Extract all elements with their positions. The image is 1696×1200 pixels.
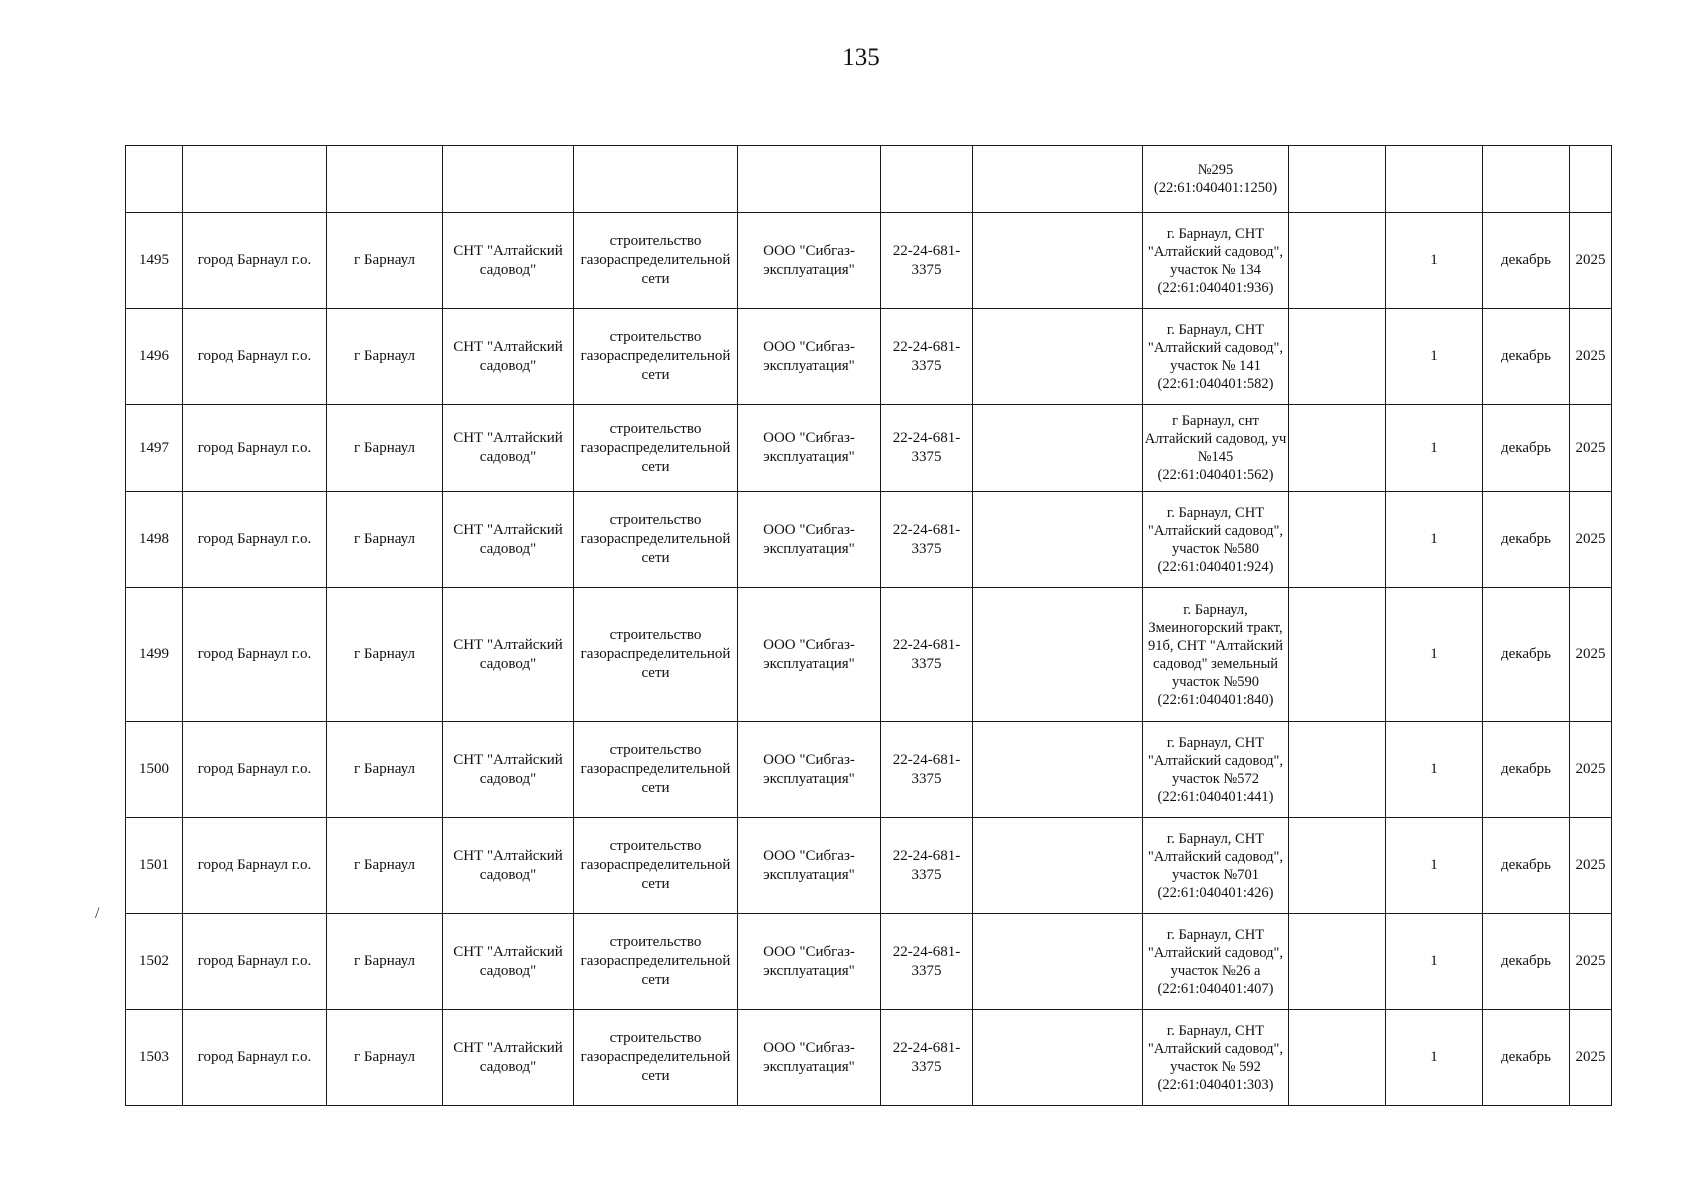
cell-org: ООО "Сибгаз-эксплуатация": [738, 309, 881, 405]
cell-qty: 1: [1386, 722, 1483, 818]
cell-address: г. Барнаул, СНТ "Алтайский садовод", участок №580 (22:61:040401:924): [1143, 492, 1289, 588]
registry-table: [125, 145, 1612, 1106]
cell-address: г Барнаул, снт Алтайский садовод, уч №145 (22:61:040401:562): [1143, 405, 1289, 492]
cell-qty: 1: [1386, 405, 1483, 492]
cell-year: 2025: [1570, 588, 1612, 722]
cell-address: г. Барнаул, Змеиногорский тракт, 91б, СНТ "Алтайский садовод" земельный участок №590 (22:61:040401:840): [1143, 588, 1289, 722]
cell-object: СНТ "Алтайский садовод": [443, 492, 574, 588]
cell-num: 1501: [126, 818, 183, 914]
cell-code: 22-24-681-3375: [881, 309, 973, 405]
cell-month: декабрь: [1483, 1010, 1570, 1106]
cell-empty: [1289, 492, 1386, 588]
cell-address: №295 (22:61:040401:1250): [1143, 146, 1289, 213]
cell-object: СНТ "Алтайский садовод": [443, 309, 574, 405]
cell-org: ООО "Сибгаз-эксплуатация": [738, 588, 881, 722]
cell-city: [327, 146, 443, 213]
cell-object: СНТ "Алтайский садовод": [443, 405, 574, 492]
cell-object: СНТ "Алтайский садовод": [443, 588, 574, 722]
cell-num: 1495: [126, 213, 183, 309]
cell-qty: 1: [1386, 914, 1483, 1010]
cell-year: 2025: [1570, 492, 1612, 588]
cell-code: 22-24-681-3375: [881, 492, 973, 588]
cell-city: г Барнаул: [327, 722, 443, 818]
cell-work: строительство газораспределительной сети: [574, 588, 738, 722]
cell-work: строительство газораспределительной сети: [574, 309, 738, 405]
page-number: 135: [842, 44, 880, 71]
cell-org: ООО "Сибгаз-эксплуатация": [738, 1010, 881, 1106]
table-row: [126, 213, 1612, 309]
stray-pen-mark: /: [95, 905, 100, 922]
cell-work: строительство газораспределительной сети: [574, 492, 738, 588]
cell-object: СНТ "Алтайский садовод": [443, 1010, 574, 1106]
cell-empty: [1289, 213, 1386, 309]
table-row: [126, 914, 1612, 1010]
cell-district: город Барнаул г.о.: [183, 405, 327, 492]
continuation-row: [126, 146, 1612, 213]
cell-address: г. Барнаул, СНТ "Алтайский садовод", участок № 592 (22:61:040401:303): [1143, 1010, 1289, 1106]
cell-year: 2025: [1570, 213, 1612, 309]
cell-empty: [973, 492, 1143, 588]
cell-empty: [973, 914, 1143, 1010]
cell-object: СНТ "Алтайский садовод": [443, 914, 574, 1010]
cell-org: ООО "Сибгаз-эксплуатация": [738, 492, 881, 588]
table-row: [126, 1010, 1612, 1106]
cell-year: 2025: [1570, 405, 1612, 492]
cell-num: 1499: [126, 588, 183, 722]
table-row: [126, 405, 1612, 492]
cell-object: СНТ "Алтайский садовод": [443, 818, 574, 914]
cell-object: СНТ "Алтайский садовод": [443, 722, 574, 818]
cell-city: г Барнаул: [327, 818, 443, 914]
cell-num: 1503: [126, 1010, 183, 1106]
cell-address: г. Барнаул, СНТ "Алтайский садовод", участок №26 а (22:61:040401:407): [1143, 914, 1289, 1010]
cell-org: ООО "Сибгаз-эксплуатация": [738, 722, 881, 818]
cell-qty: [1386, 146, 1483, 213]
cell-work: строительство газораспределительной сети: [574, 818, 738, 914]
cell-city: г Барнаул: [327, 492, 443, 588]
cell-org: ООО "Сибгаз-эксплуатация": [738, 914, 881, 1010]
cell-district: город Барнаул г.о.: [183, 588, 327, 722]
cell-work: строительство газораспределительной сети: [574, 213, 738, 309]
cell-address: г. Барнаул, СНТ "Алтайский садовод", участок № 134 (22:61:040401:936): [1143, 213, 1289, 309]
cell-code: 22-24-681-3375: [881, 722, 973, 818]
cell-work: [574, 146, 738, 213]
cell-qty: 1: [1386, 588, 1483, 722]
cell-empty: [973, 309, 1143, 405]
cell-work: строительство газораспределительной сети: [574, 914, 738, 1010]
cell-year: 2025: [1570, 914, 1612, 1010]
cell-empty: [1289, 309, 1386, 405]
cell-empty: [973, 146, 1143, 213]
cell-month: декабрь: [1483, 213, 1570, 309]
cell-qty: 1: [1386, 492, 1483, 588]
table-row: [126, 722, 1612, 818]
cell-qty: 1: [1386, 309, 1483, 405]
cell-district: город Барнаул г.о.: [183, 213, 327, 309]
cell-work: строительство газораспределительной сети: [574, 405, 738, 492]
cell-num: 1500: [126, 722, 183, 818]
cell-month: декабрь: [1483, 492, 1570, 588]
cell-num: 1496: [126, 309, 183, 405]
cell-org: [738, 146, 881, 213]
cell-org: ООО "Сибгаз-эксплуатация": [738, 405, 881, 492]
cell-empty: [1289, 146, 1386, 213]
cell-code: 22-24-681-3375: [881, 213, 973, 309]
cell-work: строительство газораспределительной сети: [574, 1010, 738, 1106]
cell-empty: [1289, 405, 1386, 492]
cell-city: г Барнаул: [327, 405, 443, 492]
table-row: [126, 492, 1612, 588]
cell-district: город Барнаул г.о.: [183, 1010, 327, 1106]
table-body: [126, 146, 1612, 1106]
cell-qty: 1: [1386, 818, 1483, 914]
cell-district: город Барнаул г.о.: [183, 914, 327, 1010]
cell-num: 1502: [126, 914, 183, 1010]
cell-month: [1483, 146, 1570, 213]
cell-code: [881, 146, 973, 213]
cell-district: город Барнаул г.о.: [183, 492, 327, 588]
cell-month: декабрь: [1483, 405, 1570, 492]
cell-month: декабрь: [1483, 309, 1570, 405]
cell-empty: [1289, 914, 1386, 1010]
cell-object: СНТ "Алтайский садовод": [443, 213, 574, 309]
table-row: [126, 309, 1612, 405]
cell-address: г. Барнаул, СНТ "Алтайский садовод", участок №572 (22:61:040401:441): [1143, 722, 1289, 818]
cell-empty: [973, 818, 1143, 914]
cell-qty: 1: [1386, 1010, 1483, 1106]
cell-empty: [1289, 722, 1386, 818]
cell-year: 2025: [1570, 309, 1612, 405]
cell-address: г. Барнаул, СНТ "Алтайский садовод", участок №701 (22:61:040401:426): [1143, 818, 1289, 914]
cell-num: [126, 146, 183, 213]
cell-code: 22-24-681-3375: [881, 914, 973, 1010]
cell-code: 22-24-681-3375: [881, 588, 973, 722]
cell-city: г Барнаул: [327, 213, 443, 309]
cell-empty: [973, 213, 1143, 309]
cell-qty: 1: [1386, 213, 1483, 309]
cell-city: г Барнаул: [327, 914, 443, 1010]
cell-object: [443, 146, 574, 213]
cell-work: строительство газораспределительной сети: [574, 722, 738, 818]
cell-empty: [1289, 588, 1386, 722]
cell-city: г Барнаул: [327, 309, 443, 405]
cell-empty: [1289, 818, 1386, 914]
cell-month: декабрь: [1483, 588, 1570, 722]
cell-address: г. Барнаул, СНТ "Алтайский садовод", участок № 141 (22:61:040401:582): [1143, 309, 1289, 405]
cell-district: город Барнаул г.о.: [183, 309, 327, 405]
cell-district: [183, 146, 327, 213]
cell-code: 22-24-681-3375: [881, 818, 973, 914]
cell-city: г Барнаул: [327, 588, 443, 722]
cell-district: город Барнаул г.о.: [183, 818, 327, 914]
cell-district: город Барнаул г.о.: [183, 722, 327, 818]
cell-empty: [973, 722, 1143, 818]
cell-month: декабрь: [1483, 818, 1570, 914]
cell-empty: [973, 405, 1143, 492]
cell-year: 2025: [1570, 1010, 1612, 1106]
cell-city: г Барнаул: [327, 1010, 443, 1106]
cell-empty: [973, 1010, 1143, 1106]
cell-year: 2025: [1570, 722, 1612, 818]
cell-code: 22-24-681-3375: [881, 1010, 973, 1106]
cell-empty: [973, 588, 1143, 722]
cell-year: [1570, 146, 1612, 213]
cell-month: декабрь: [1483, 914, 1570, 1010]
cell-month: декабрь: [1483, 722, 1570, 818]
cell-org: ООО "Сибгаз-эксплуатация": [738, 213, 881, 309]
cell-code: 22-24-681-3375: [881, 405, 973, 492]
cell-num: 1498: [126, 492, 183, 588]
table-row: [126, 588, 1612, 722]
cell-empty: [1289, 1010, 1386, 1106]
cell-num: 1497: [126, 405, 183, 492]
table-row: [126, 818, 1612, 914]
cell-org: ООО "Сибгаз-эксплуатация": [738, 818, 881, 914]
cell-year: 2025: [1570, 818, 1612, 914]
